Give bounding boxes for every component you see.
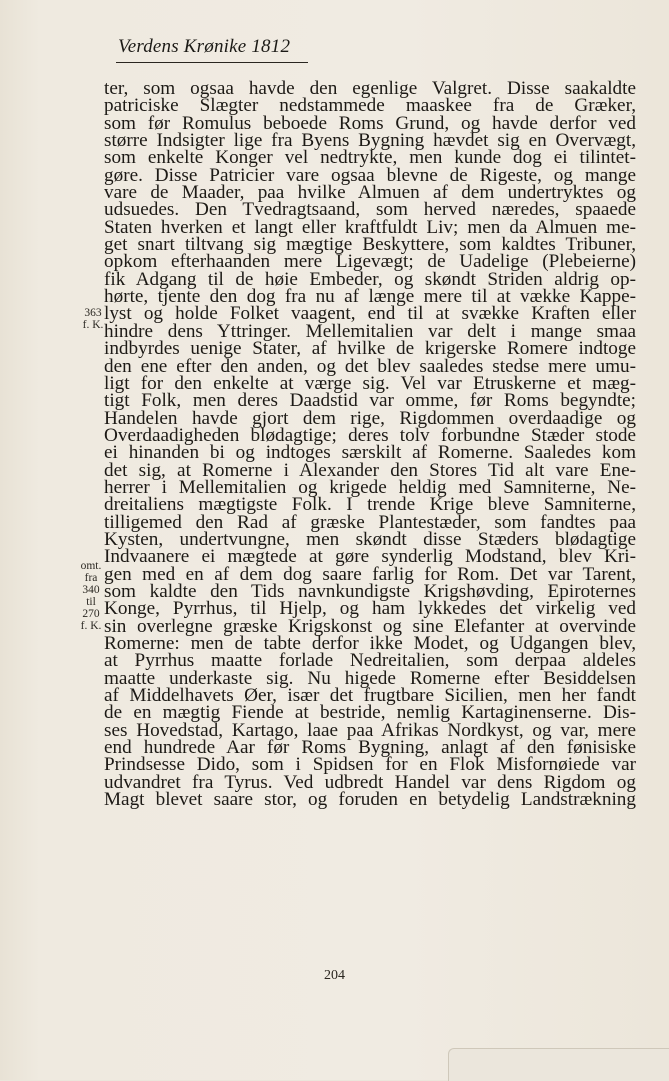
margin-note-line: 363 <box>84 307 102 319</box>
text-line: gen med en af dem dog saare farlig for Rom. Det var Tarent, <box>104 563 636 585</box>
text-line: Konge, Pyrrhus, til Hjelp, og ham lykkedes det virkelig ved <box>104 598 636 620</box>
text-line: hørte, tjente den dog fra nu af længe mere til at vække Kappe- <box>104 286 636 308</box>
text-line: som enkelte Konger vel nedtrykte, men kunde dog ei tilintet- <box>104 147 636 169</box>
text-line: tigt Folk, men deres Daadstid var omme, før Roms begyndte; <box>104 390 636 412</box>
text-line: ligt for den enkelte at værge sig. Vel var Etruskerne et mæg- <box>104 372 636 394</box>
text-line: de en mægtig Fiende at bestride, nemlig Kartaginenserne. Dis- <box>104 702 636 724</box>
margin-note-line: 340 <box>82 584 100 596</box>
text-line: gøre. Disse Patricier vare ogsaa blevne de Rigeste, og mange <box>104 164 636 186</box>
text-line: Overdaadigheden blødagtige; deres tolv forbundne Stæder stode <box>104 424 636 446</box>
margin-note-year <box>82 307 104 331</box>
text-line: Romerne: men de tabte derfor ikke Modet, og Udgangen blev, <box>104 633 636 654</box>
text-line: ei hinanden bi og indtoges særskilt af Romerne. Saaledes kom <box>104 442 636 464</box>
text-line: Magt blevet saare stor, og foruden en betydelig Landstrækning <box>104 789 636 811</box>
text-line: hindre dens Yttringer. Mellemitalien var delt i mange smaa <box>104 320 636 342</box>
text-line: den ene efter den anden, og det blev saaledes stedse mere umu- <box>104 355 636 377</box>
text-line: dreitaliens mægtigste Folk. I trende Krige bleve Samniterne, <box>104 494 636 516</box>
text-line: fik Adgang til de høie Embeder, og skøndt Striden aldrig op- <box>104 268 636 290</box>
running-title: Verdens Krønike 1812 <box>118 36 291 57</box>
text-line: ter, som ogsaa havde den egenlige Valgret. Disse saakaldte <box>104 78 636 99</box>
text-line: det sig, at Romerne i Alexander den Stores Tid alt vare Ene- <box>104 459 636 481</box>
text-line: maatte underkaste sig. Nu higede Romerne efter Besiddelsen <box>104 667 636 689</box>
text-line: Kysten, undertvungne, men skøndt disse Stæders blødagtige <box>104 528 636 550</box>
margin-note-line: f. K. <box>80 620 102 632</box>
text-line: opkom efterhaanden mere Ligevægt; de Uadelige (Plebeierne) <box>104 251 636 273</box>
text-line: som kaldte den Tids navnkundigste Krigshøvding, Epiroternes <box>104 580 636 602</box>
body-text <box>104 78 636 811</box>
text-line: af Middelhavets Øer, især det frugtbare Sicilien, men her fandt <box>104 685 636 707</box>
text-line: lyst og holde Folket vaagent, end til at svække Kraften eller <box>104 303 636 325</box>
margin-note-line: til <box>86 596 96 608</box>
text-line: herrer i Mellemitalien og krigede heldig med Samniterne, Ne- <box>104 476 636 498</box>
text-line: Indvaanere ei mægtede at gøre synderlig Modstand, blev Kri- <box>104 546 636 568</box>
text-line: Prindsesse Dido, som i Spidsen for en Flok Misfornøiede var <box>104 754 636 776</box>
page-corner-edge <box>448 1048 669 1081</box>
margin-note-line: omt. <box>80 560 102 572</box>
text-line: udsuedes. Den Tvedragtsaand, som herved næredes, spaaede <box>104 199 636 221</box>
text-line: Staten hverken et langt eller kraftfuldt Liv; men da Almuen me- <box>104 216 636 238</box>
text-line: ses Hovedstad, Kartago, laae paa Afrikas Nordkyst, og var, mere <box>104 719 636 741</box>
text-line: sin overlegne græske Krigskonst og sine Elefanter at overvinde <box>104 615 636 637</box>
text-line: patriciske Slægter nedstammede maaskee fra de Græker, <box>104 95 636 117</box>
margin-note-line: f. K. <box>82 319 104 331</box>
margin-note-line: 270 <box>82 608 100 620</box>
text-line: udvandret fra Tyrus. Ved udbredt Handel var dens Rigdom og <box>104 771 636 793</box>
page-number: 204 <box>324 968 345 983</box>
text-line: get snart tiltvang sig mægtige Beskyttere, som kaldtes Tribuner, <box>104 234 636 256</box>
text-line: at Pyrrhus maatte forlade Nedreitalien, som derpaa aldeles <box>104 650 636 672</box>
margin-note-line: fra <box>84 572 98 584</box>
text-line: som før Romulus beboede Roms Grund, og havde derfor ved <box>104 112 636 134</box>
text-line: vare de Maader, paa hvilke Almuen af dem undertryktes og <box>104 182 636 204</box>
header-rule <box>116 62 308 63</box>
margin-note-period <box>78 560 104 632</box>
text-line: tilligemed den Rad af græske Plantestæder, som fandtes paa <box>104 511 636 533</box>
text-line: end hundrede Aar før Roms Bygning, anlagt af den fønisiske <box>104 737 636 759</box>
text-line: indbyrdes uenige Stater, af hvilke de krigerske Romere indtoge <box>104 338 636 360</box>
text-line: Handelen havde gjort dem rige, Rigdommen overdaadige og <box>104 407 636 429</box>
text-line: større Indsigter lige fra Byens Bygning hævdet sig en Overvægt, <box>104 130 636 152</box>
